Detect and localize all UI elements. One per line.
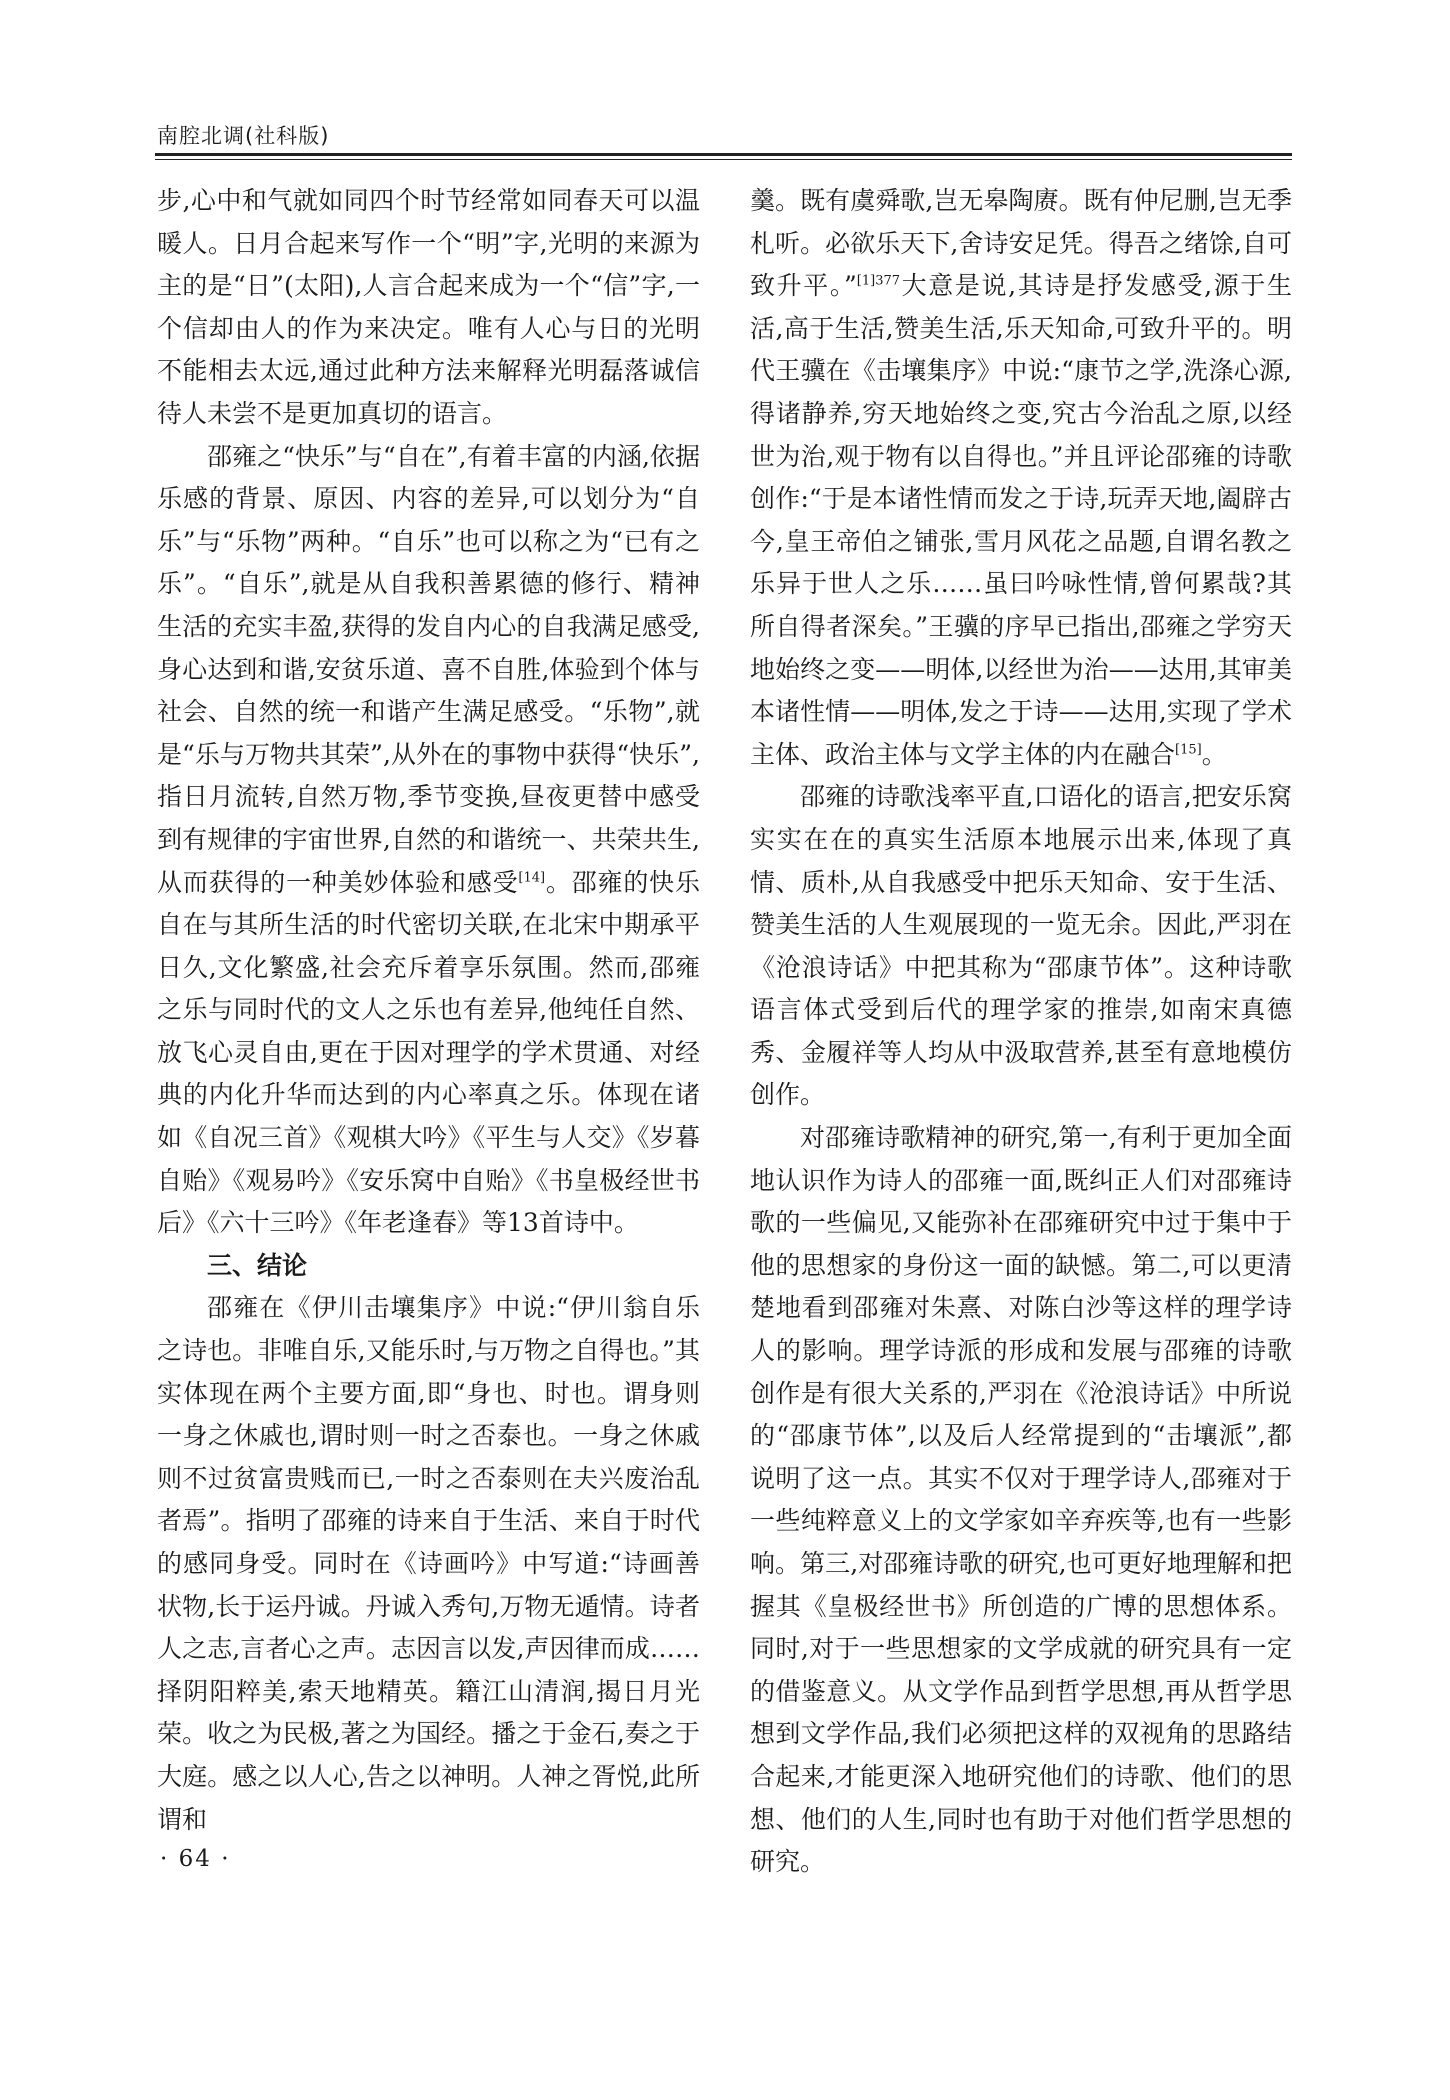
paragraph: 对邵雍诗歌精神的研究,第一,有利于更加全面地认识作为诗人的邵雍一面,既纠正人们对邵雍诗歌的一些偏见,又能弥补在邵雍研究中过于集中于他的思想家的身份这一面的缺憾。第二,可以更清楚地看到邵雍对朱熹、对陈白沙等这样的理学诗人的影响。理学诗派的形成和发展与邵雍的诗歌创作是有很大关系的,严羽在《沧浪诗话》中所说的“邵康节体”,以及后人经常提到的“击壤派”,都说明了这一点。其实不仅对于理学诗人,邵雍对于一些纯粹意义上的文学家如辛弃疾等,也有一些影响。第三,对邵雍诗歌的研究,也可更好地理解和把握其《皇极经世书》所创造的广博的思想体系。同时,对于一些思想家的文学成就的研究具有一定的借鉴意义。从文学作品到哲学思想,再从哲学思想到文学作品,我们必须把这样的双视角的思路结合起来,才能更深入地研究他们的诗歌、他们的思想、他们的人生,同时也有助于对他们哲学思想的研究。: [750, 1123, 1292, 1877]
paragraph-text: 邵雍之“快乐”与“自在”,有着丰富的内涵,依据乐感的背景、原因、内容的差异,可以划分为“自乐”与“乐物”两种。“自乐”也可以称之为“已有之乐”。“自乐”,就是从自我积善累德的修行、精神生活的充实丰盈,获得的发自内心的自我满足感受,身心达到和谐,安贫乐道、喜不自胜,体验到个体与社会、自然的统一和谐产生满足感受。“乐物”,就是“乐与万物共其荣”,从外在的事物中获得“快乐”,指日月流转,自然万物,季节变换,昼夜更替中感受到有规律的宇宙世界,自然的和谐统一、共荣共生,从而获得的一种美妙体验和感受: [157, 441, 700, 897]
paragraph-text: 。邵雍的快乐自在与其所生活的时代密切关联,在北宋中期承平日久,文化繁盛,社会充斥着享乐氛围。然而,邵雍之乐与同时代的文人之乐也有差异,他纯任自然、放飞心灵自由,更在于因对理学的学术贯通、对经典的内化升华而达到的内心率真之乐。体现在诸如《自况三首》《观棋大吟》《平生与人交》《岁暮自贻》《观易吟》《安乐窝中自贻》《书皇极经世书后》《六十三吟》《年老逢春》等13首诗中。: [157, 867, 700, 1238]
paragraph: 邵雍的诗歌浅率平直,口语化的语言,把安乐窝实实在在的真实生活原本地展示出来,体现了真情、质朴,从自我感受中把乐天知命、安于生活、赞美生活的人生观展现的一览无余。因此,严羽在《沧浪诗话》中把其称为“邵康节体”。这种诗歌语言体式受到后代的理学家的推崇,如南宋真德秀、金履祥等人均从中汲取营养,甚至有意地模仿创作。: [750, 782, 1292, 1110]
citation-ref: [15]: [1175, 742, 1202, 758]
paragraph: [750, 180, 1292, 776]
page-number: · 64 ·: [160, 1846, 231, 1872]
left-column: [157, 180, 700, 1841]
citation-ref: [1]377: [856, 273, 901, 289]
paragraph: [157, 436, 700, 1245]
paragraph-text: 羹。既有虞舜歌,岂无皋陶赓。既有仲尼删,岂无季札听。必欲乐天下,舍诗安足凭。得吾之绪馀,自可致升平。”: [750, 186, 1292, 301]
paragraph-text: 。: [1201, 739, 1227, 769]
paragraph: 邵雍在《伊川击壤集序》中说:“伊川翁自乐之诗也。非唯自乐,又能乐时,与万物之自得也。”其实体现在两个主要方面,即“身也、时也。谓身则一身之休戚也,谓时则一时之否泰也。一身之休戚则不过贫富贵贱而已,一时之否泰则在夫兴废治乱者焉”。指明了邵雍的诗来自于生活、来自于时代的感同身受。同时在《诗画吟》中写道:“诗画善状物,长于运丹诚。丹诚入秀句,万物无遁情。诗者人之志,言者心之声。志因言以发,声因律而成……择阴阳粹美,索天地精英。籍江山清润,揭日月光荣。收之为民极,著之为国经。播之于金石,奏之于大庭。感之以人心,告之以神明。人神之胥悦,此所谓和: [157, 1293, 700, 1834]
right-column: [750, 180, 1292, 1884]
journal-header: 南腔北调(社科版): [157, 124, 330, 148]
section-heading: 三、结论: [207, 1250, 308, 1280]
header-rule-thin: [155, 159, 1292, 160]
citation-ref: [14]: [518, 870, 546, 886]
paragraph-text: 大意是说,其诗是抒发感受,源于生活,高于生活,赞美生活,乐天知命,可致升平的。明代王骥在《击壤集序》中说:“康节之学,洗涤心源,得诸静养,穷天地始终之变,究古今治乱之原,以经世为治,观于物有以自得也。”并且评论邵雍的诗歌创作:“于是本诸性情而发之于诗,玩弄天地,阖辟古今,皇王帝伯之铺张,雪月风花之品题,自谓名教之乐异于世人之乐……虽曰吟咏性情,曾何累哉?其所自得者深矣。”王骥的序早已指出,邵雍之学穷天地始终之变——明体,以经世为治——达用,其审美本诸性情——明体,发之于诗——达用,实现了学术主体、政治主体与文学主体的内在融合: [750, 271, 1292, 769]
paragraph: 步,心中和气就如同四个时节经常如同春天可以温暖人。日月合起来写作一个“明”字,光明的来源为主的是“日”(太阳),人言合起来成为一个“信”字,一个信却由人的作为来决定。唯有人心与日的光明不能相去太远,通过此种方法来解释光明磊落诚信待人未尝不是更加真切的语言。: [157, 186, 700, 428]
header-rule-thick: [155, 153, 1292, 156]
